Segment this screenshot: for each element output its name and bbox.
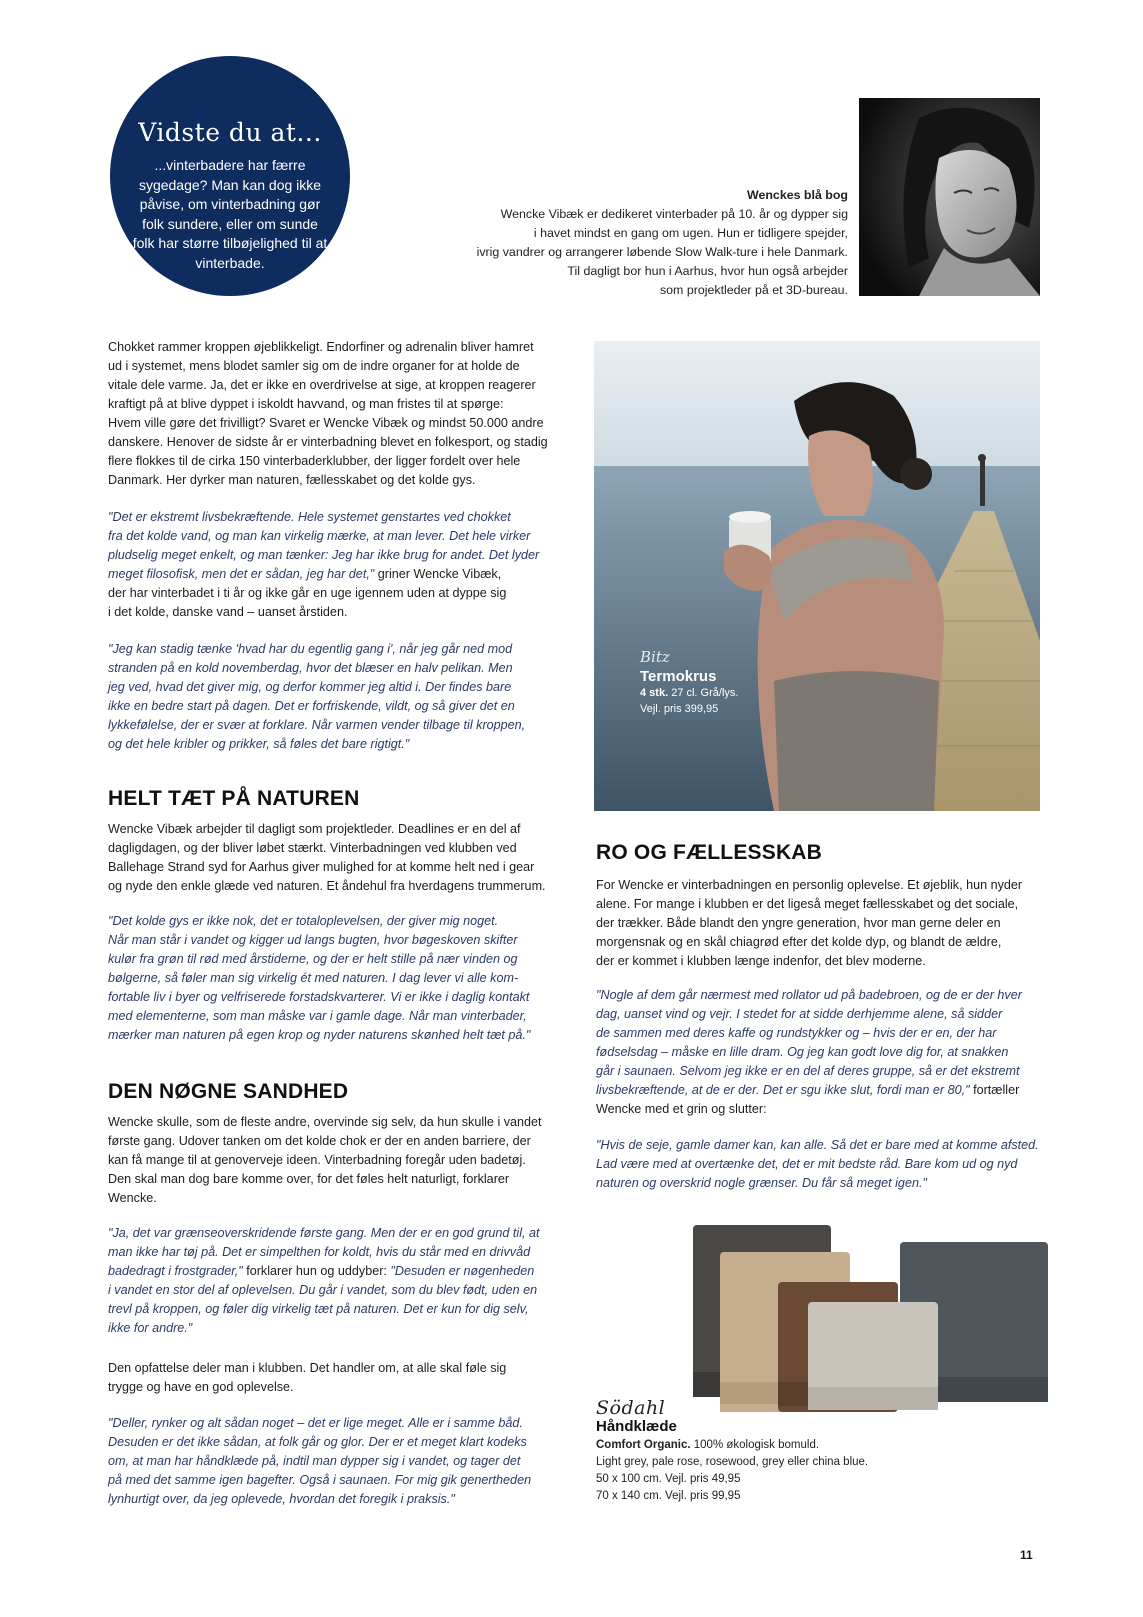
circle-body: ...vinterbadere har færre sygedage? Man kan dog ikke påvise, om vinterbadning gør folk sundere, eller om sunde folk har større tilbøjelighed til at vinterbade. xyxy=(132,157,328,271)
text-line: danskere. Henover de sidste år er vinterbadning blevet en folkesport, og stadig xyxy=(108,435,548,449)
product-size-price: 50 x 100 cm. Vejl. pris 49,95 xyxy=(596,1473,741,1485)
quote-4 xyxy=(108,1224,540,1338)
text-line: Den skal man dog bare komme over, for det føles helt naturligt, forklarer xyxy=(108,1172,510,1186)
product-qty: 4 stk. xyxy=(640,687,669,699)
attribution: fortæller xyxy=(969,1083,1020,1097)
quote-line: lynhurtigt over, da jeg oplevede, hvordan det foregik i praksis." xyxy=(108,1492,455,1506)
quote-line: de sammen med deres kaffe og rundstykker og – hvis der er en, der har xyxy=(596,1026,997,1040)
quote-line: med elementerne, som man måske var i gamle dage. Når man vinterbader, xyxy=(108,1009,527,1023)
text-line: i det kolde, danske vand – uanset årstiden. xyxy=(108,605,348,619)
towel-product-caption xyxy=(596,1397,869,1505)
quote-3 xyxy=(108,912,530,1045)
text-line: alene. For mange i klubben er det ligeså meget fællesskabet og det sociale, xyxy=(596,897,1019,911)
heading-nature: HELT TÆT PÅ NATUREN xyxy=(108,787,360,810)
text-line: Chokket rammer kroppen øjeblikkeligt. Endorfiner og adrenalin bliver hamret xyxy=(108,340,534,354)
quote-line: ikke en bedre start på dagen. Det er forfriskende, vildt, og så giver det en xyxy=(108,699,515,713)
text-line: der er kommet i klubben længe indenfor, det blev moderne. xyxy=(596,954,926,968)
heading-calm-community: RO OG FÆLLESSKAB xyxy=(596,841,823,864)
bio-line: Wencke Vibæk er dedikeret vinterbader på 10. år og dypper sig xyxy=(500,207,848,221)
text-line: der har vinterbadet i ti år og ikke går en uge igennem uden at dyppe sig xyxy=(108,586,507,600)
quote-line: fortable liv i byer og velfriserede forstadskvarterer. Vi er ikke i daglig kontakt xyxy=(108,990,530,1004)
quote-line xyxy=(108,1262,540,1281)
bio-box xyxy=(420,186,848,300)
bio-line: Til dagligt bor hun i Aarhus, hvor hun også arbejder xyxy=(567,264,848,278)
naked-paragraph xyxy=(108,1113,542,1208)
quote-line: i vandet en stor del af oplevelsen. Du går i vandet, som du blev født, uden en xyxy=(108,1283,538,1297)
page-number: 11 xyxy=(1020,1548,1033,1562)
product-material: 100% økologisk bomuld. xyxy=(690,1439,820,1451)
quote-line: pludselig meget enkelt, og man tænker: Jeg har ikke brug for andet. Det lyder xyxy=(108,548,540,562)
portrait-photo xyxy=(859,98,1040,296)
text-line: kan få mange til at genoverveje ideen. Vinterbadning foregår uden badetøj. xyxy=(108,1153,526,1167)
text-line: Wencke skulle, som de fleste andre, overvinde sig selv, da hun skulle i vandet xyxy=(108,1115,542,1129)
quote-6 xyxy=(596,986,1022,1119)
quote-line: "Nogle af dem går nærmest med rollator ud på badebroen, og de er der hver xyxy=(596,988,1022,1002)
towels-photo xyxy=(690,1222,1050,1412)
text-line: kraftigt på at blive dyppet i iskoldt havvand, og man fristes til at spørge: xyxy=(108,397,504,411)
text-line: Hvem ville gøre det frivilligt? Svaret er Wencke Vibæk og mindst 50.000 andre xyxy=(108,416,544,430)
quote-line: Desuden er det ikke sådan, at folk går og glor. Der er et meget klart kodeks xyxy=(108,1435,527,1449)
quote-text: meget filosofisk, men det er sådan, jeg har det," xyxy=(108,567,375,581)
quote-line: "Det kolde gys er ikke nok, det er totaloplevelsen, der giver mig noget. xyxy=(108,914,499,928)
text-line: Danmark. Her dyrker man naturen, fællesskabet og det kolde gys. xyxy=(108,473,476,487)
text-line: Wencke med et grin og slutter: xyxy=(596,1102,767,1116)
quote-text: livsbekræftende, at de er der. Det er sgu ikke slut, fordi man er 80," xyxy=(596,1083,970,1097)
quote-7 xyxy=(596,1136,1039,1193)
quote-line: bølgerne, så føler man sig virkelig ét med naturen. I dag lever vi alle kom- xyxy=(108,971,519,985)
quote-line: går i saunaen. Selvom jeg ikke er en del af deres gruppe, så er det ekstremt xyxy=(596,1064,1020,1078)
product-price: Vejl. pris 399,95 xyxy=(640,703,719,715)
quote-line: fødselsdag – måske en lille dram. Og jeg kan godt love dig for, at snakken xyxy=(596,1045,1009,1059)
product-line-bold: Comfort Organic. xyxy=(596,1439,691,1451)
quote-2 xyxy=(108,640,525,754)
brand-logo-bitz: Bitz xyxy=(640,648,670,666)
photo-product-caption xyxy=(640,648,738,717)
quote-line: ikke for andre." xyxy=(108,1321,193,1335)
circle-title: Vidste du at... xyxy=(138,118,322,147)
nature-paragraph xyxy=(108,820,546,896)
bio-line: som projektleder på et 3D-bureau. xyxy=(659,283,848,297)
quote-line: om, at man har håndklæde på, indtil man dypper sig i vandet, og tager det xyxy=(108,1454,521,1468)
towels-illustration xyxy=(690,1222,1050,1412)
text-line: morgensnak og en skål chiagrød efter det kolde dyp, og blandt de ældre, xyxy=(596,935,1002,949)
quote-line: på med det samme igen bagefter. Også i saunaen. For mig gik genertheden xyxy=(108,1473,532,1487)
text-line: første gang. Udover tanken om det kolde chok er der en anden barriere, der xyxy=(108,1134,531,1148)
quote-line: "Hvis de seje, gamle damer kan, kan alle. Så det er bare med at komme afsted. xyxy=(596,1138,1039,1152)
quote-line: og det hele kribler og prikker, så føles det bare rigtigt." xyxy=(108,737,410,751)
heading-naked-truth: DEN NØGNE SANDHED xyxy=(108,1080,349,1103)
product-detail xyxy=(596,1437,868,1454)
product-colors: Light grey, pale rose, rosewood, grey eller china blue. xyxy=(596,1456,869,1468)
quote-text: badedragt i frostgrader," xyxy=(108,1264,243,1278)
quote-line: man ikke har tøj på. Det er simpelthen for koldt, hvis du står med en drivvåd xyxy=(108,1245,531,1259)
club-paragraph xyxy=(108,1359,506,1397)
quote-line: lykkefølelse, der er svær at forklare. Når varmen vender tilbage til kroppen, xyxy=(108,718,526,732)
quote-line: Når man står i vandet og kigger ud langs bugten, hvor bøgeskoven skifter xyxy=(108,933,518,947)
attribution: forklarer hun og uddyber: xyxy=(242,1264,391,1278)
product-name: Håndklæde xyxy=(596,1418,677,1435)
quote-line: kulør fra grøn til rød med årstiderne, og der er helt stille på nær vinden og xyxy=(108,952,518,966)
product-detail xyxy=(640,685,738,701)
text-line: For Wencke er vinterbadningen en personlig oplevelse. Et øjeblik, hun nyder xyxy=(596,878,1023,892)
brand-logo-sodahl: Södahl xyxy=(596,1397,666,1419)
attribution: griner Wencke Vibæk, xyxy=(374,567,502,581)
quote-5 xyxy=(108,1414,531,1509)
product-spec: 27 cl. Grå/lys. xyxy=(668,687,739,699)
text-line: Wencke Vibæk arbejder til dagligt som projektleder. Deadlines er en del af xyxy=(108,822,521,836)
bio-line: i havet mindst en gang om ugen. Hun er tidligere spejder, xyxy=(533,226,848,240)
quote-line: naturen og overskrid nogle grænser. Du får så meget igen." xyxy=(596,1176,927,1190)
text-line: Wencke. xyxy=(108,1191,157,1205)
beach-photo xyxy=(594,341,1040,811)
text-line: vitale dele varme. Ja, det er ikke en overdrivelse at sige, at kroppen reagerer xyxy=(108,378,536,392)
text-line: Ballehage Strand syd for Aarhus giver mulighed for at komme helt ned i gear xyxy=(108,860,535,874)
text-line: Den opfattelse deler man i klubben. Det handler om, at alle skal føle sig xyxy=(108,1361,507,1375)
text-line: dagligdagen, og der bliver løbet stærkt. Vinterbadningen ved klubben ved xyxy=(108,841,517,855)
quote-1 xyxy=(108,508,539,622)
quote-line: stranden på en kold novemberdag, hvor det blæser en halv pelikan. Men xyxy=(108,661,513,675)
product-size-price: 70 x 140 cm. Vejl. pris 99,95 xyxy=(596,1490,741,1502)
text-line: og nyde den enkle glæde ved naturen. Et åndehul fra hverdagens trummerum. xyxy=(108,879,546,893)
community-paragraph xyxy=(596,876,1022,971)
portrait-illustration xyxy=(859,98,1040,296)
quote-line: "Ja, det var grænseoverskridende første gang. Men der er en god grund til, at xyxy=(108,1226,540,1240)
quote-line: mærker man naturen på egen krop og nyder naturens skønhed helt tæt på." xyxy=(108,1028,531,1042)
quote-line: "Jeg kan stadig tænke 'hvad har du egentlig gang i', når jeg går ned mod xyxy=(108,642,513,656)
bio-line: ivrig vandrer og arrangerer løbende Slow Walk-ture i hele Danmark. xyxy=(476,245,848,259)
quote-line xyxy=(596,1081,1022,1100)
text-line: trygge og have en god oplevelse. xyxy=(108,1380,294,1394)
intro-paragraph xyxy=(108,338,548,490)
quote-line: Lad være med at overtænke det, det er mit bedste råd. Bare kom ud og nyd xyxy=(596,1157,1018,1171)
quote-line: dag, uanset vind og vejr. I stedet for at sidde derhjemme alene, så sidder xyxy=(596,1007,1003,1021)
quote-line: trevl på kroppen, og føler dig virkelig tæt på naturen. Det er kun for dig selv, xyxy=(108,1302,529,1316)
quote-line: jeg ved, hvad det giver mig, og derfor kommer jeg altid i. Der findes bare xyxy=(108,680,512,694)
text-line: ud i systemet, mens blodet samler sig om de indre organer for at holde de xyxy=(108,359,520,373)
quote-line: fra det kolde vand, og man kan virkelig mærke, at man lever. Det hele virker xyxy=(108,529,531,543)
quote-line xyxy=(108,565,539,584)
beach-illustration xyxy=(594,341,1040,811)
bio-title: Wenckes blå bog xyxy=(747,188,848,202)
product-name: Termokrus xyxy=(640,668,717,685)
quote-line: "Det er ekstremt livsbekræftende. Hele systemet genstartes ved chokket xyxy=(108,510,511,524)
text-line: der trækker. Både blandt den yngre generation, hvor man gerne deler en xyxy=(596,916,1001,930)
quote-line: "Deller, rynker og alt sådan noget – det er lige meget. Alle er i samme båd. xyxy=(108,1416,523,1430)
did-you-know-circle xyxy=(110,56,350,296)
quote-text: "Desuden er nøgenheden xyxy=(390,1264,535,1278)
text-line: flere flokkes til de cirka 150 vinterbaderklubber, der ligger fordelt over hele xyxy=(108,454,521,468)
